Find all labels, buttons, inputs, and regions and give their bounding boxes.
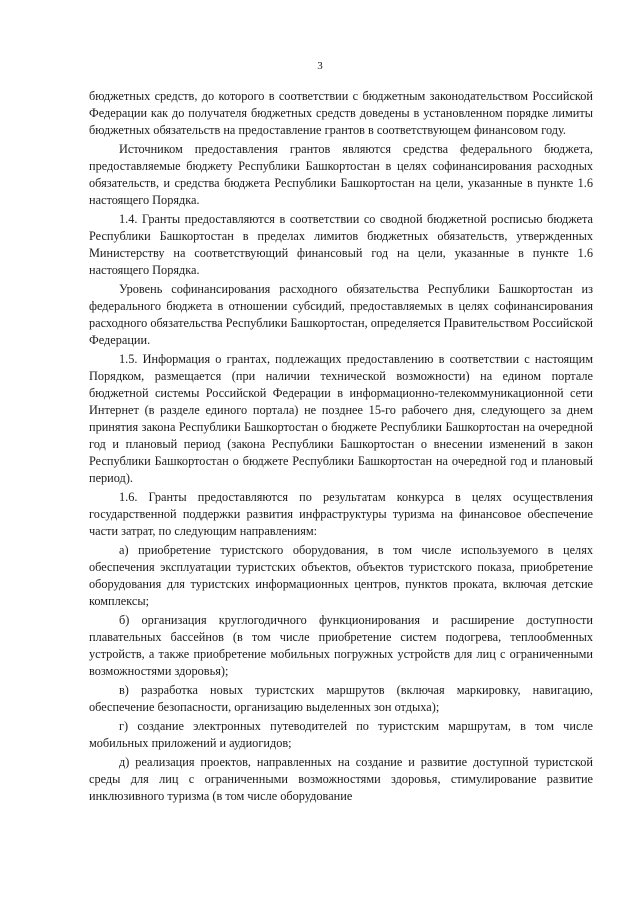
paragraph-funding-sources: Источником предоставления грантов являются средства федерального бюджета, предоставляемые бюджету Республики Башкортостан в целях софинансирования расходных обязательств, и средства бюджета Республики Башкортостан на цели, указанные в пункте 1.6 настоящего Порядка. [89, 141, 593, 208]
page-number: 3 [317, 60, 323, 72]
document-body [89, 88, 593, 806]
list-item-b: б) организация круглогодичного функционирования и расширение доступности плавательных бассейнов (в том числе приобретение систем подогрева, теплообменных устройств, а также приобретение мобильных погружных устройств для лиц с ограниченными возможностями здоровья); [89, 612, 593, 679]
paragraph-1-6: 1.6. Гранты предоставляются по результатам конкурса в целях осуществления государственной поддержки развития инфраструктуры туризма на финансовое обеспечение части затрат, по следующим направлениям: [89, 490, 593, 539]
list-item-v: в) разработка новых туристских маршрутов (включая маркировку, навигацию, обеспечение безопасности, организацию выделенных зон отдыха); [89, 682, 593, 715]
list-item-g: г) создание электронных путеводителей по туристским маршрутам, в том числе мобильных приложений и аудиогидов; [89, 718, 593, 750]
list-item-d: д) реализация проектов, направленных на создание и развитие доступной туристской среды для лиц с ограниченными возможностями здоровья, стимулирование развитие инклюзивного туризма (в том числе оборудование [89, 754, 593, 803]
paragraph-cofinancing-level: Уровень софинансирования расходного обязательства Республики Башкортостан из федерального бюджета в отношении субсидий, предоставляемых в целях софинансирования расходного обязательства Республики Башкортостан, определяется Правительством Российской Федерации. [89, 281, 593, 348]
paragraph-1-4: 1.4. Гранты предоставляются в соответствии со сводной бюджетной росписью бюджета Республики Башкортостан в пределах лимитов бюджетных обязательств, утвержденных Министерству на соответствующий финансовый год на цели, указанные в пункте 1.6 настоящего Порядка. [89, 211, 593, 278]
paragraph-1-5: 1.5. Информация о грантах, подлежащих предоставлению в соответствии с настоящим Порядком, размещается (при наличии технической возможности) на едином портале бюджетной системы Российской Федерации в информационно-телекоммуникационной сети Интернет (в разделе единого портала) не позднее 15-го рабочего дня, следующего за днем принятия закона Республики Башкортостан о бюджете Республики Башкортостан на очередной год и плановый период (закона Республики Башкортостан о внесении изменений в закон Республики Башкортостан о бюджете Республики Башкортостан на очередной год и плановый период). [89, 351, 593, 486]
paragraph-continuation: бюджетных средств, до которого в соответствии с бюджетным законодательством Российской Федерации как до получателя бюджетных средств доведены в установленном порядке лимиты бюджетных обязательств на предоставление грантов в соответствующем финансовом году. [89, 89, 593, 138]
list-item-a: а) приобретение туристского оборудования, в том числе используемого в целях обеспечения эксплуатации туристских объектов, объектов туристского показа, приобретение оборудования для туристских информационных центров, пунктов проката, включая детские комплексы; [89, 543, 593, 609]
